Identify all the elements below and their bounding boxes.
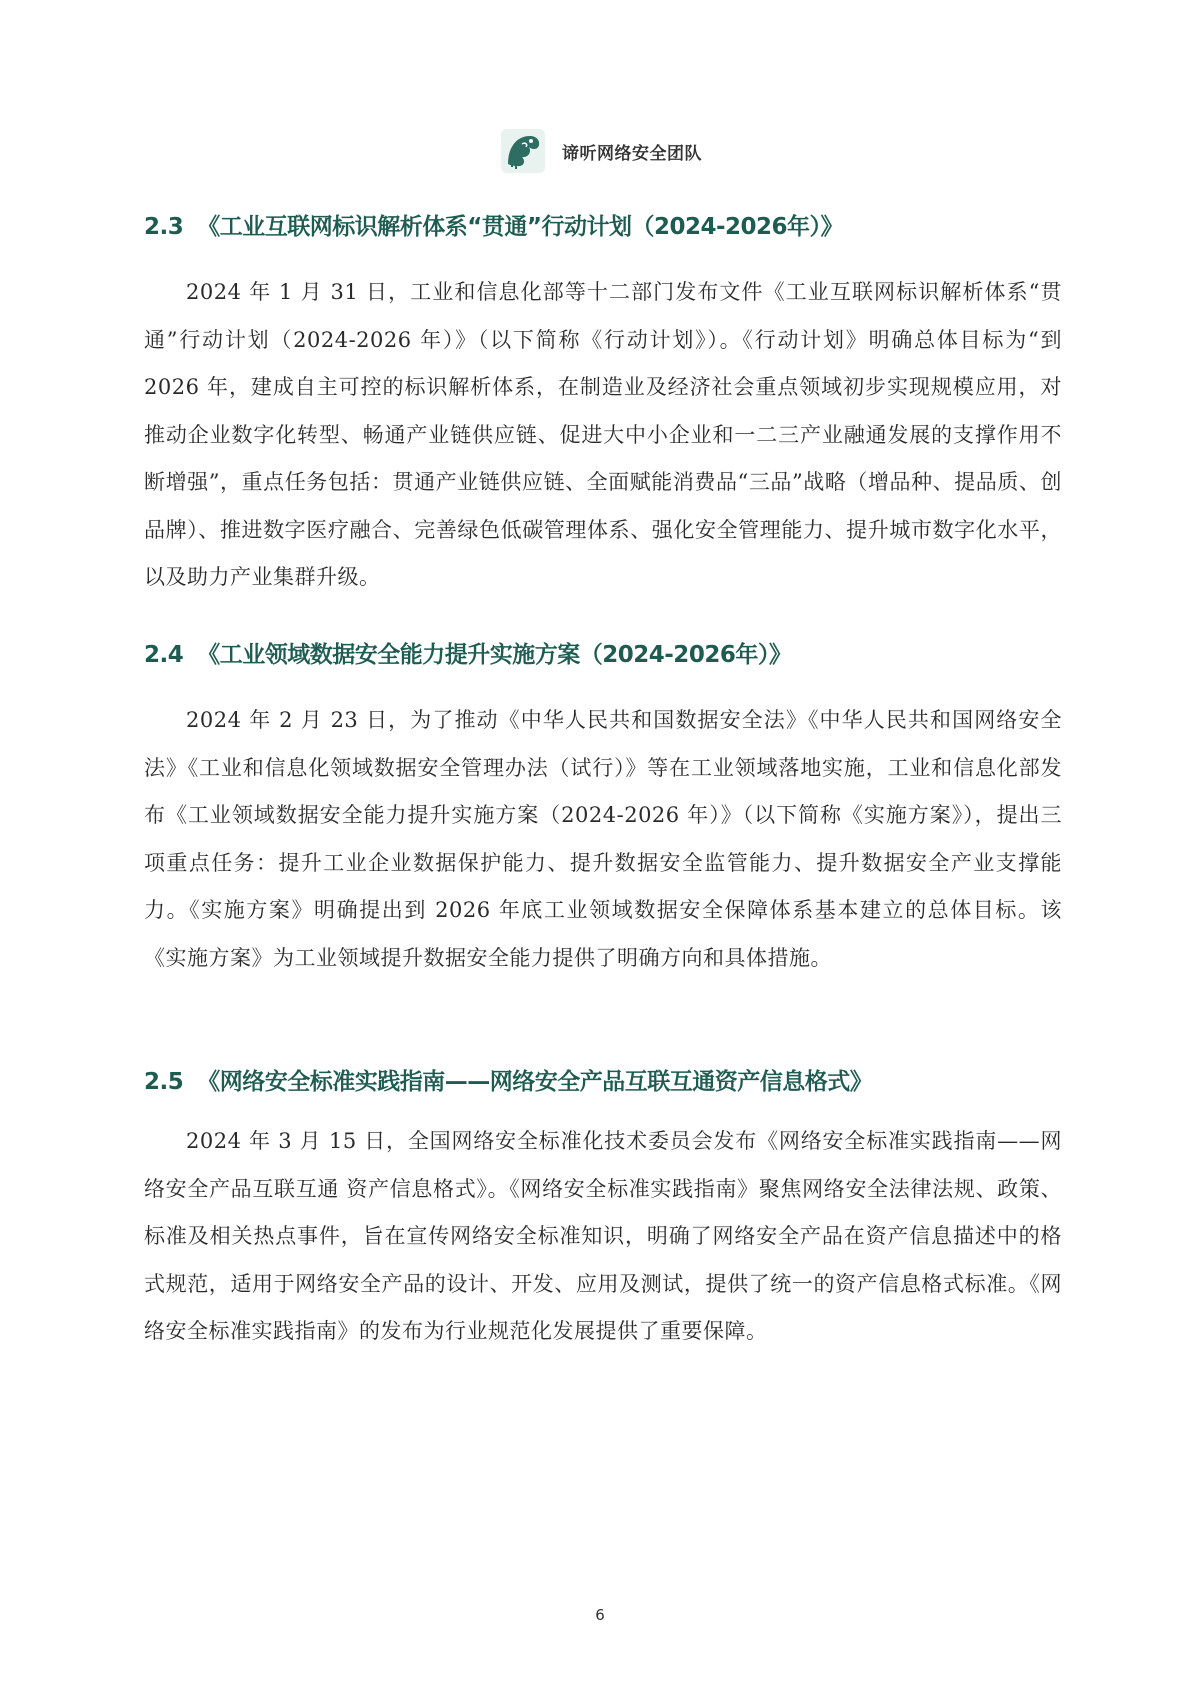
section-number: 2.4 (144, 642, 184, 668)
section-number: 2.5 (144, 1069, 184, 1095)
section-number: 2.3 (144, 214, 184, 240)
section-heading (144, 1063, 1062, 1096)
section-title: 《工业互联网标识解析体系“贯通”行动计划（2024-2026年）》 (197, 214, 844, 240)
section-heading (144, 636, 1062, 669)
page-number: 6 (595, 1606, 605, 1624)
dragon-logo-icon (498, 126, 548, 176)
section-2-5 (144, 1063, 1062, 1356)
section-heading (144, 208, 1062, 241)
section-paragraph: 2024 年 2 月 23 日，为了推动《中华人民共和国数据安全法》《中华人民共和国网络安全法》《工业和信息化领域数据安全管理办法（试行）》等在工业领域落地实施，工业和信息化部发布《工业领域数据安全能力提升实施方案（2024-2026 年）》（以下简称《实施方案》），提出三项重点任务：提升工业企业数据保护能力、提升数据安全监管能力、提升数据安全产业支撑能力。《实施方案》明确提出到 2026 年底工业领域数据安全保障体系基本建立的总体目标。该《实施方案》为工业领域提升数据安全能力提供了明确方向和具体措施。 (144, 708, 1062, 970)
section-title: 《工业领域数据安全能力提升实施方案（2024-2026年）》 (197, 642, 792, 668)
section-title: 《网络安全标准实践指南——网络安全产品互联互通资产信息格式》 (197, 1069, 873, 1095)
section-2-4 (144, 636, 1062, 982)
team-name: 谛听网络安全团队 (562, 143, 702, 164)
page-header (0, 122, 1200, 180)
section-2-3 (144, 208, 1062, 602)
section-paragraph: 2024 年 1 月 31 日，工业和信息化部等十二部门发布文件《工业互联网标识解析体系“贯通”行动计划（2024-2026 年）》（以下简称《行动计划》）。《行动计划》明确总体目标为“到 2026 年，建成自主可控的标识解析体系，在制造业及经济社会重点领域初步实现规模应用，对推动企业数字化转型、畅通产业链供应链、促进大中小企业和一二三产业融通发展的支撑作用不断增强”，重点任务包括：贯通产业链供应链、全面赋能消费品“三品”战略（增品种、提品质、创品牌）、推进数字医疗融合、完善绿色低碳管理体系、强化安全管理能力、提升城市数字化水平，以及助力产业集群升级。 (144, 280, 1062, 589)
section-paragraph: 2024 年 3 月 15 日，全国网络安全标准化技术委员会发布《网络安全标准实践指南——网络安全产品互联互通 资产信息格式》。《网络安全标准实践指南》聚焦网络安全法律法规、政策、标准及相关热点事件，旨在宣传网络安全标准知识，明确了网络安全产品在资产信息描述中的格式规范，适用于网络安全产品的设计、开发、应用及测试，提供了统一的资产信息格式标准。《网络安全标准实践指南》的发布为行业规范化发展提供了重要保障。 (144, 1129, 1062, 1343)
